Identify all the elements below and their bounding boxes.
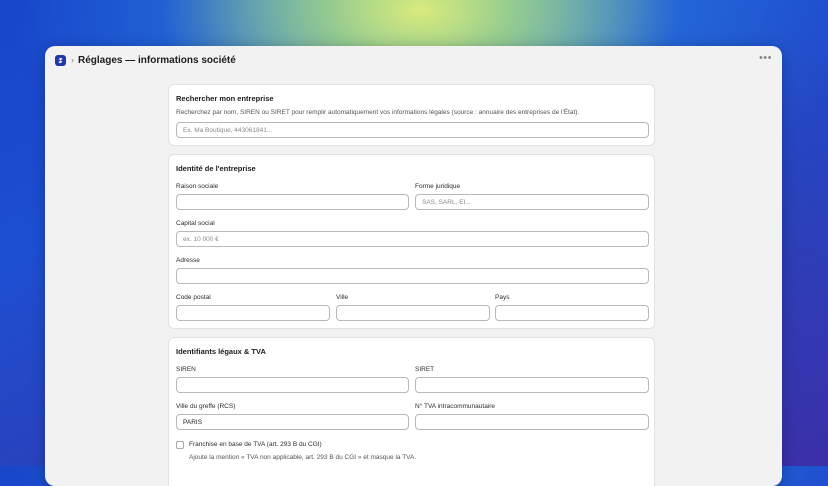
- siret-label: SIRET: [415, 366, 435, 373]
- company-identity-card: [168, 154, 655, 329]
- forme-juridique-input[interactable]: [415, 194, 649, 210]
- pays-input[interactable]: [495, 305, 649, 321]
- search-section-description: Recherchez par nom, SIREN ou SIRET pour remplir automatiquement vos informations légales (source : annuaire des entreprises de l'État).: [176, 109, 580, 116]
- settings-window: [45, 46, 782, 486]
- ville-greffe-label: Ville du greffe (RCS): [176, 403, 236, 410]
- code-postal-input[interactable]: [176, 305, 330, 321]
- ville-greffe-input[interactable]: [176, 414, 409, 430]
- tva-intra-label: N° TVA intracommunautaire: [415, 403, 496, 410]
- raison-sociale-input[interactable]: [176, 194, 409, 210]
- ellipsis-icon[interactable]: •••: [758, 52, 772, 64]
- search-section-title: Rechercher mon entreprise: [176, 94, 274, 103]
- search-company-card: [168, 84, 655, 146]
- siret-input[interactable]: [415, 377, 649, 393]
- capital-social-label: Capital social: [176, 220, 215, 227]
- ville-label: Ville: [336, 294, 349, 301]
- franchise-tva-checkbox[interactable]: [176, 441, 184, 449]
- chevron-right-icon: ›: [71, 55, 74, 65]
- capital-social-input[interactable]: [176, 231, 649, 247]
- forme-juridique-label: Forme juridique: [415, 183, 461, 190]
- adresse-input[interactable]: [176, 268, 649, 284]
- siren-input[interactable]: [176, 377, 409, 393]
- identity-section-title: Identité de l'entreprise: [176, 164, 256, 173]
- adresse-label: Adresse: [176, 257, 200, 264]
- legal-identifiers-card: [168, 337, 655, 486]
- franchise-tva-label[interactable]: Franchise en base de TVA (art. 293 B du CGI): [189, 441, 322, 448]
- legal-section-title: Identifiants légaux & TVA: [176, 347, 266, 356]
- tva-intra-input[interactable]: [415, 414, 649, 430]
- company-search-input[interactable]: [176, 122, 649, 138]
- window-titlebar: [45, 46, 782, 74]
- app-logo-icon[interactable]: [55, 55, 66, 66]
- siren-label: SIREN: [176, 366, 196, 373]
- ville-input[interactable]: [336, 305, 490, 321]
- page-title: Réglages — informations société: [78, 54, 236, 66]
- raison-sociale-label: Raison sociale: [176, 183, 219, 190]
- code-postal-label: Code postal: [176, 294, 211, 301]
- pays-label: Pays: [495, 294, 510, 301]
- franchise-tva-description: Ajoute la mention « TVA non applicable, art. 293 B du CGI » et masque la TVA.: [189, 454, 417, 461]
